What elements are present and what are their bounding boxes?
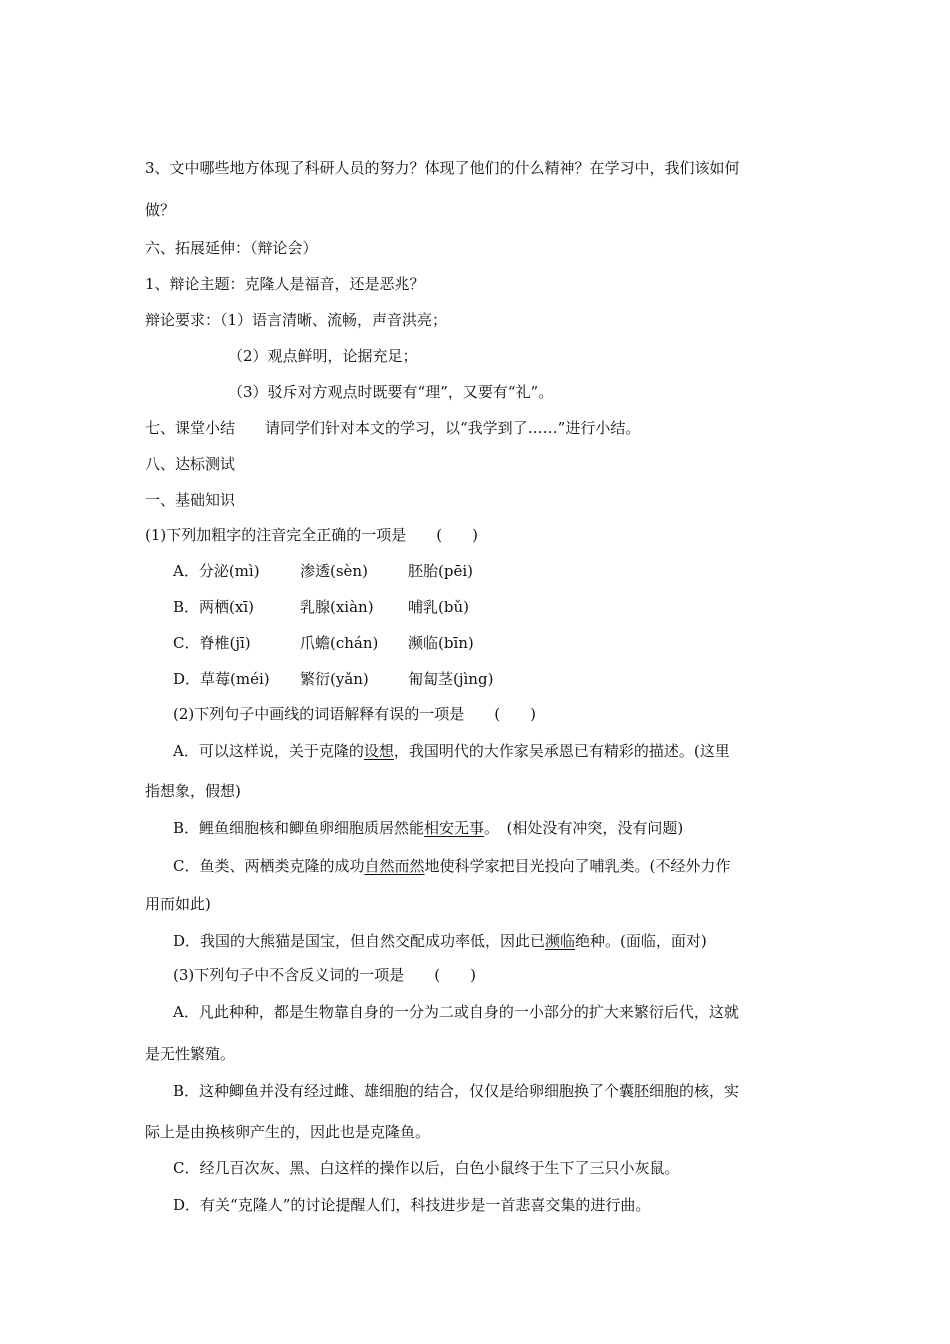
section-7-summary: 七、课堂小结 请同学们针对本文的学习，以“我学到了……”进行小结。 [145,419,641,437]
text-segment: 绝种。(面临，面对) [575,932,707,950]
q3-option-c: C．经几百次灰、黑、白这样的操作以后，白色小鼠终于生下了三只小灰鼠。 [173,1159,680,1177]
option-row-c [173,633,810,653]
q3-option-b-line1: B．这种鲫鱼并没有经过雌、雄细胞的结合，仅仅是给卵细胞换了个囊胚细胞的核，实 [173,1082,740,1100]
q3-option-b-line2: 际上是由换核卵产生的，因此也是克隆鱼。 [145,1123,431,1141]
option-word: 胚胎(pēi) [408,562,473,580]
text-segment: C．鱼类、两栖类克隆的成功 [173,857,365,875]
question-3-line1: 3、文中哪些地方体现了科研人员的努力？体现了他们的什么精神？在学习中，我们该如何 [145,159,740,177]
option-row-d [173,669,810,689]
option-word: 渗透(sèn) [300,562,368,580]
debate-topic: 1、辩论主题：克隆人是福音，还是恶兆？ [145,275,425,293]
underlined-word: 相安无事 [424,819,485,837]
test-question-3: (3)下列句子中不含反义词的一项是 ( ) [173,966,476,984]
option-word: 爪蟾(chán) [300,634,379,652]
underlined-word: 濒临 [545,932,576,950]
q2-option-c-line2: 用而如此) [145,895,211,913]
option-word: D．草莓(méi) [173,670,270,688]
debate-requirement-2: （2）观点鲜明，论据充足； [228,347,418,365]
text-segment: B．鲤鱼细胞核和鲫鱼卵细胞质居然能 [173,819,425,837]
basic-knowledge-heading: 一、基础知识 [145,491,236,509]
q2-option-a-line1 [173,741,810,761]
option-word: C．脊椎(jī) [173,634,251,652]
text-segment: A．可以这样说，关于克隆的 [173,742,364,760]
q2-option-b [173,818,810,838]
q3-option-d: D．有关“克隆人”的讨论提醒人们，科技进步是一首悲喜交集的进行曲。 [173,1196,651,1214]
text-segment: 地使科学家把目光投向了哺乳类。(不经外力作 [424,857,731,875]
section-8-heading: 八、达标测试 [145,455,236,473]
option-word: 繁衍(yǎn) [300,670,369,688]
q3-option-a-line1: A．凡此种种，都是生物靠自身的一分为二或自身的一小部分的扩大来繁衍后代，这就 [173,1003,739,1021]
question-3-line2: 做？ [145,201,176,219]
text-segment: ，我国明代的大作家吴承恩已有精彩的描述。(这里 [393,742,730,760]
text-segment: D．我国的大熊猫是国宝，但自然交配成功率低，因此已 [173,932,546,950]
text-segment: 。 (相处没有冲突，没有问题) [484,819,684,837]
test-question-1: (1)下列加粗字的注音完全正确的一项是 ( ) [145,526,478,544]
option-row-b [173,597,810,617]
option-word: 哺乳(bǔ) [408,598,469,616]
option-word: B．两栖(xī) [173,598,254,616]
test-question-2: (2)下列句子中画线的词语解释有误的一项是 ( ) [173,705,536,723]
debate-requirement-1: 辩论要求：（1）语言清晰、流畅，声音洪亮； [145,311,448,329]
underlined-word: 自然而然 [364,857,425,875]
option-word: 乳腺(xiàn) [300,598,374,616]
section-6-heading: 六、拓展延伸：（辩论会） [145,239,318,257]
option-word: 濒临(bīn) [408,634,474,652]
q2-option-a-line2: 指想象，假想) [145,782,241,800]
option-row-a [173,561,810,581]
q3-option-a-line2: 是无性繁殖。 [145,1045,236,1063]
option-word: 匍匐茎(jìng) [408,670,494,688]
debate-requirement-3: （3）驳斥对方观点时既要有“理”，又要有“礼”。 [228,383,554,401]
q2-option-c-line1 [173,856,810,876]
underlined-word: 设想 [363,742,394,760]
q2-option-d [173,931,810,951]
option-word: A．分泌(mì) [173,562,260,580]
